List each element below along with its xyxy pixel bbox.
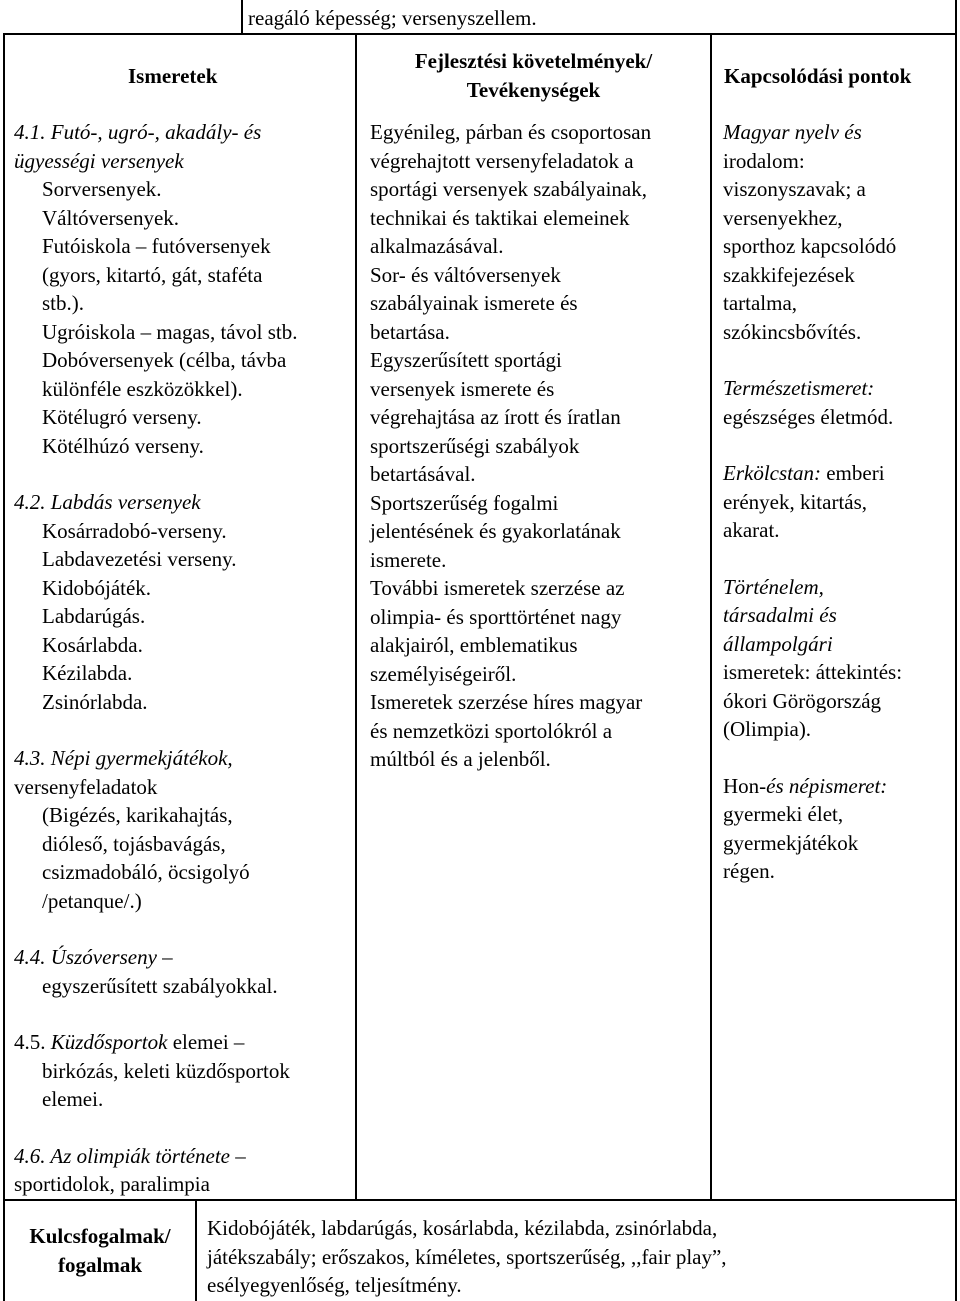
tortenelem-label: állampolgári	[723, 631, 833, 656]
section-4-6-line2: sportidolok, paralimpia	[14, 1172, 210, 1196]
header-top-rule	[3, 33, 957, 35]
section-4-3-heading-line2: versenyfeladatok	[14, 774, 158, 799]
tortenelem-line: ismeretek: áttekintés:	[723, 660, 903, 684]
magyar-nyelv-line: szókincsbővítés.	[723, 319, 862, 344]
section-4-2-heading: 4.2. Labdás versenyek	[14, 490, 201, 514]
fejlesztesi-line: Sportszerűség fogalmi	[370, 490, 559, 515]
section-4-5-line3: elemei.	[42, 1087, 104, 1111]
section-4-1-item: stb.).	[42, 291, 84, 315]
fejlesztesi-line: olimpia- és sporttörténet nagy	[370, 604, 622, 629]
section-4-1-item: Futóiskola – futóversenyek	[42, 234, 271, 258]
ismeretek-column	[14, 118, 354, 1199]
kulcsfogalmak-line: Kidobójáték, labdarúgás, kosárlabda, kézilabda, zsinórlabda,	[207, 1216, 718, 1240]
fejlesztesi-line: végrehajtott versenyfeladatok a	[370, 148, 634, 173]
magyar-nyelv-line: sporthoz kapcsolódó	[723, 234, 897, 258]
section-4-6-heading: 4.6. Az olimpiák története –	[14, 1143, 246, 1168]
section-4-3-item: (Bigézés, karikahajtás,	[42, 803, 233, 827]
section-4-2-item: Kézilabda.	[42, 661, 133, 685]
erkolcstan-label: Erkölcstan:	[723, 461, 821, 485]
section-4-1-item: Dobóversenyek (célba, távba	[42, 348, 287, 372]
fejlesztesi-line: Egyszerűsített sportági	[370, 348, 562, 372]
section-4-2-item: Labdavezetési verseny.	[42, 547, 237, 571]
header-fejlesztesi-line2: Tevékenységek	[466, 77, 601, 102]
section-4-3-heading: 4.3. Népi gyermekjátékok,	[14, 746, 233, 770]
section-4-5-heading	[14, 1028, 354, 1057]
section-4-1-title-line1	[14, 118, 354, 147]
erkolcstan-heading	[723, 459, 953, 488]
section-4-1-title-line1-text: 4.1. Futó-, ugró-, akadály- és	[14, 120, 262, 144]
fejlesztesi-line: alakjairól, emblematikus	[370, 633, 578, 657]
magyar-nyelv-label: Magyar nyelv és	[723, 120, 862, 144]
table-right-border	[955, 0, 957, 1301]
section-4-3-item: csizmadobáló, öcsigolyó	[42, 860, 250, 884]
termeszetismeret-label: Természetismeret:	[723, 376, 875, 400]
erkolcstan-rest: emberi	[826, 461, 885, 485]
fejlesztesi-line: Ismeretek szerzése híres magyar	[370, 690, 643, 714]
hon-es-nepismeret-line: régen.	[723, 859, 775, 883]
hon-es-nepismeret-heading	[723, 772, 953, 801]
footer-top-rule	[3, 1199, 957, 1201]
section-4-4-line2: egyszerűsített szabályokkal.	[42, 973, 278, 998]
fejlesztesi-line: versenyek ismerete és	[370, 376, 555, 401]
kulcsfogalmak-content	[207, 1214, 952, 1300]
section-4-2-item: Labdarúgás.	[42, 604, 146, 628]
section-4-5-italic: Küzdősportok	[50, 1030, 168, 1054]
section-4-5-number: 4.5.	[14, 1030, 46, 1054]
fejlesztesi-line: ismerete.	[370, 547, 447, 572]
magyar-nyelv-line: szakkifejezések	[723, 262, 855, 287]
tortenelem-line: (Olimpia).	[723, 717, 812, 741]
section-4-1-heading	[14, 118, 354, 175]
section-4-2-item: Zsinórlabda.	[42, 689, 148, 714]
section-4-5-line2: birkózás, keleti küzdősportok	[42, 1058, 290, 1083]
fejlesztesi-line: betartásával.	[370, 462, 476, 486]
section-4-3-item: /petanque/.)	[42, 888, 142, 913]
magyar-nyelv-line: viszonyszavak; a	[723, 177, 866, 201]
fejlesztesi-line: alkalmazásával.	[370, 234, 504, 258]
fejlesztesi-line: múltból és a jelenből.	[370, 747, 551, 771]
tortenelem-label: Történelem,	[723, 574, 824, 599]
column-divider-2	[710, 33, 712, 1199]
section-4-2-item: Kidobójáték.	[42, 575, 152, 600]
section-4-2-item: Kosárlabda.	[42, 632, 143, 657]
tortenelem-label: társadalmi és	[723, 603, 837, 627]
column-divider-1	[241, 0, 243, 33]
hon-es-nepismeret-line: gyermekjátékok	[723, 830, 859, 855]
fejlesztesi-line: betartása.	[370, 319, 450, 344]
fejlesztesi-column	[370, 118, 708, 774]
fejlesztesi-line: jelentésének és gyakorlatának	[370, 519, 621, 543]
section-4-1-item: Ugróiskola – magas, távol stb.	[42, 319, 298, 344]
footer-label-divider	[195, 1199, 197, 1301]
section-4-2-item: Kosárradobó-verseny.	[42, 518, 227, 543]
hon-es-nepismeret-line: gyermeki élet,	[723, 802, 844, 826]
section-4-1-item: különféle eszközökkel).	[42, 376, 243, 401]
table-left-border	[3, 33, 5, 1301]
fejlesztesi-line: végrehajtása az írott és íratlan	[370, 405, 621, 429]
section-4-1-title-line2: ügyességi versenyek	[14, 148, 184, 173]
fejlesztesi-line: További ismeretek szerzése az	[370, 576, 625, 600]
top-continuation-text: reagáló képesség; versenyszellem.	[248, 6, 537, 30]
section-4-1-item: Sorversenyek.	[42, 177, 162, 201]
fejlesztesi-line: technikai és taktikai elemeinek	[370, 205, 630, 230]
header-kapcsolodasi-pontok: Kapcsolódási pontok	[724, 64, 912, 88]
kulcsfogalmak-line: játékszabály; erőszakos, kíméletes, sportszerűség, ,,fair play”,	[207, 1244, 727, 1269]
header-ismeretek: Ismeretek	[128, 64, 218, 88]
erkolcstan-line: akarat.	[723, 518, 780, 542]
section-4-5-rest: elemei –	[172, 1030, 245, 1054]
hon-es-nepismeret-label: és népismeret:	[766, 773, 888, 798]
fejlesztesi-line: sportági versenyek szabályainak,	[370, 177, 647, 201]
header-fejlesztesi-line1: Fejlesztési követelmények/	[414, 49, 653, 73]
kulcsfogalmak-line: esélyegyenlőség, teljesítmény.	[207, 1273, 462, 1297]
hon-es-nepismeret-plain: Hon-	[723, 773, 767, 798]
termeszetismeret-line: egészséges életmód.	[723, 404, 894, 429]
section-4-1-item: (gyors, kitartó, gát, staféta	[42, 262, 263, 287]
magyar-nyelv-line: irodalom:	[723, 148, 805, 173]
fejlesztesi-line: sportszerűségi szabályok	[370, 433, 580, 458]
kulcsfogalmak-label	[5, 1222, 195, 1279]
fejlesztesi-line: és nemzetközi sportolókról a	[370, 718, 613, 743]
fejlesztesi-line: személyiségeiről.	[370, 661, 517, 686]
fejlesztesi-line: Egyénileg, párban és csoportosan	[370, 120, 652, 144]
magyar-nyelv-line: versenyekhez,	[723, 205, 843, 230]
kulcsfogalmak-label-line1: Kulcsfogalmak/	[29, 1224, 171, 1248]
section-4-1-item: Kötélhúzó verseny.	[42, 433, 204, 458]
kapcsolodasi-column	[723, 118, 953, 886]
column-divider-1b	[355, 33, 357, 1199]
fejlesztesi-line: Sor- és váltóversenyek	[370, 262, 561, 287]
kulcsfogalmak-label-line2: fogalmak	[58, 1252, 142, 1277]
tortenelem-line: ókori Görögország	[723, 688, 882, 713]
fejlesztesi-line: szabályainak ismerete és	[370, 291, 578, 315]
erkolcstan-line: erények, kitartás,	[723, 489, 868, 514]
section-4-3-item: dióleső, tojásbavágás,	[42, 831, 226, 856]
section-4-1-item: Kötélugró verseny.	[42, 405, 202, 429]
section-4-1-item: Váltóversenyek.	[42, 205, 180, 230]
header-fejlesztesi-kovetelmenyek	[357, 47, 710, 104]
magyar-nyelv-line: tartalma,	[723, 291, 798, 315]
section-4-4-heading: 4.4. Úszóverseny –	[14, 945, 173, 969]
